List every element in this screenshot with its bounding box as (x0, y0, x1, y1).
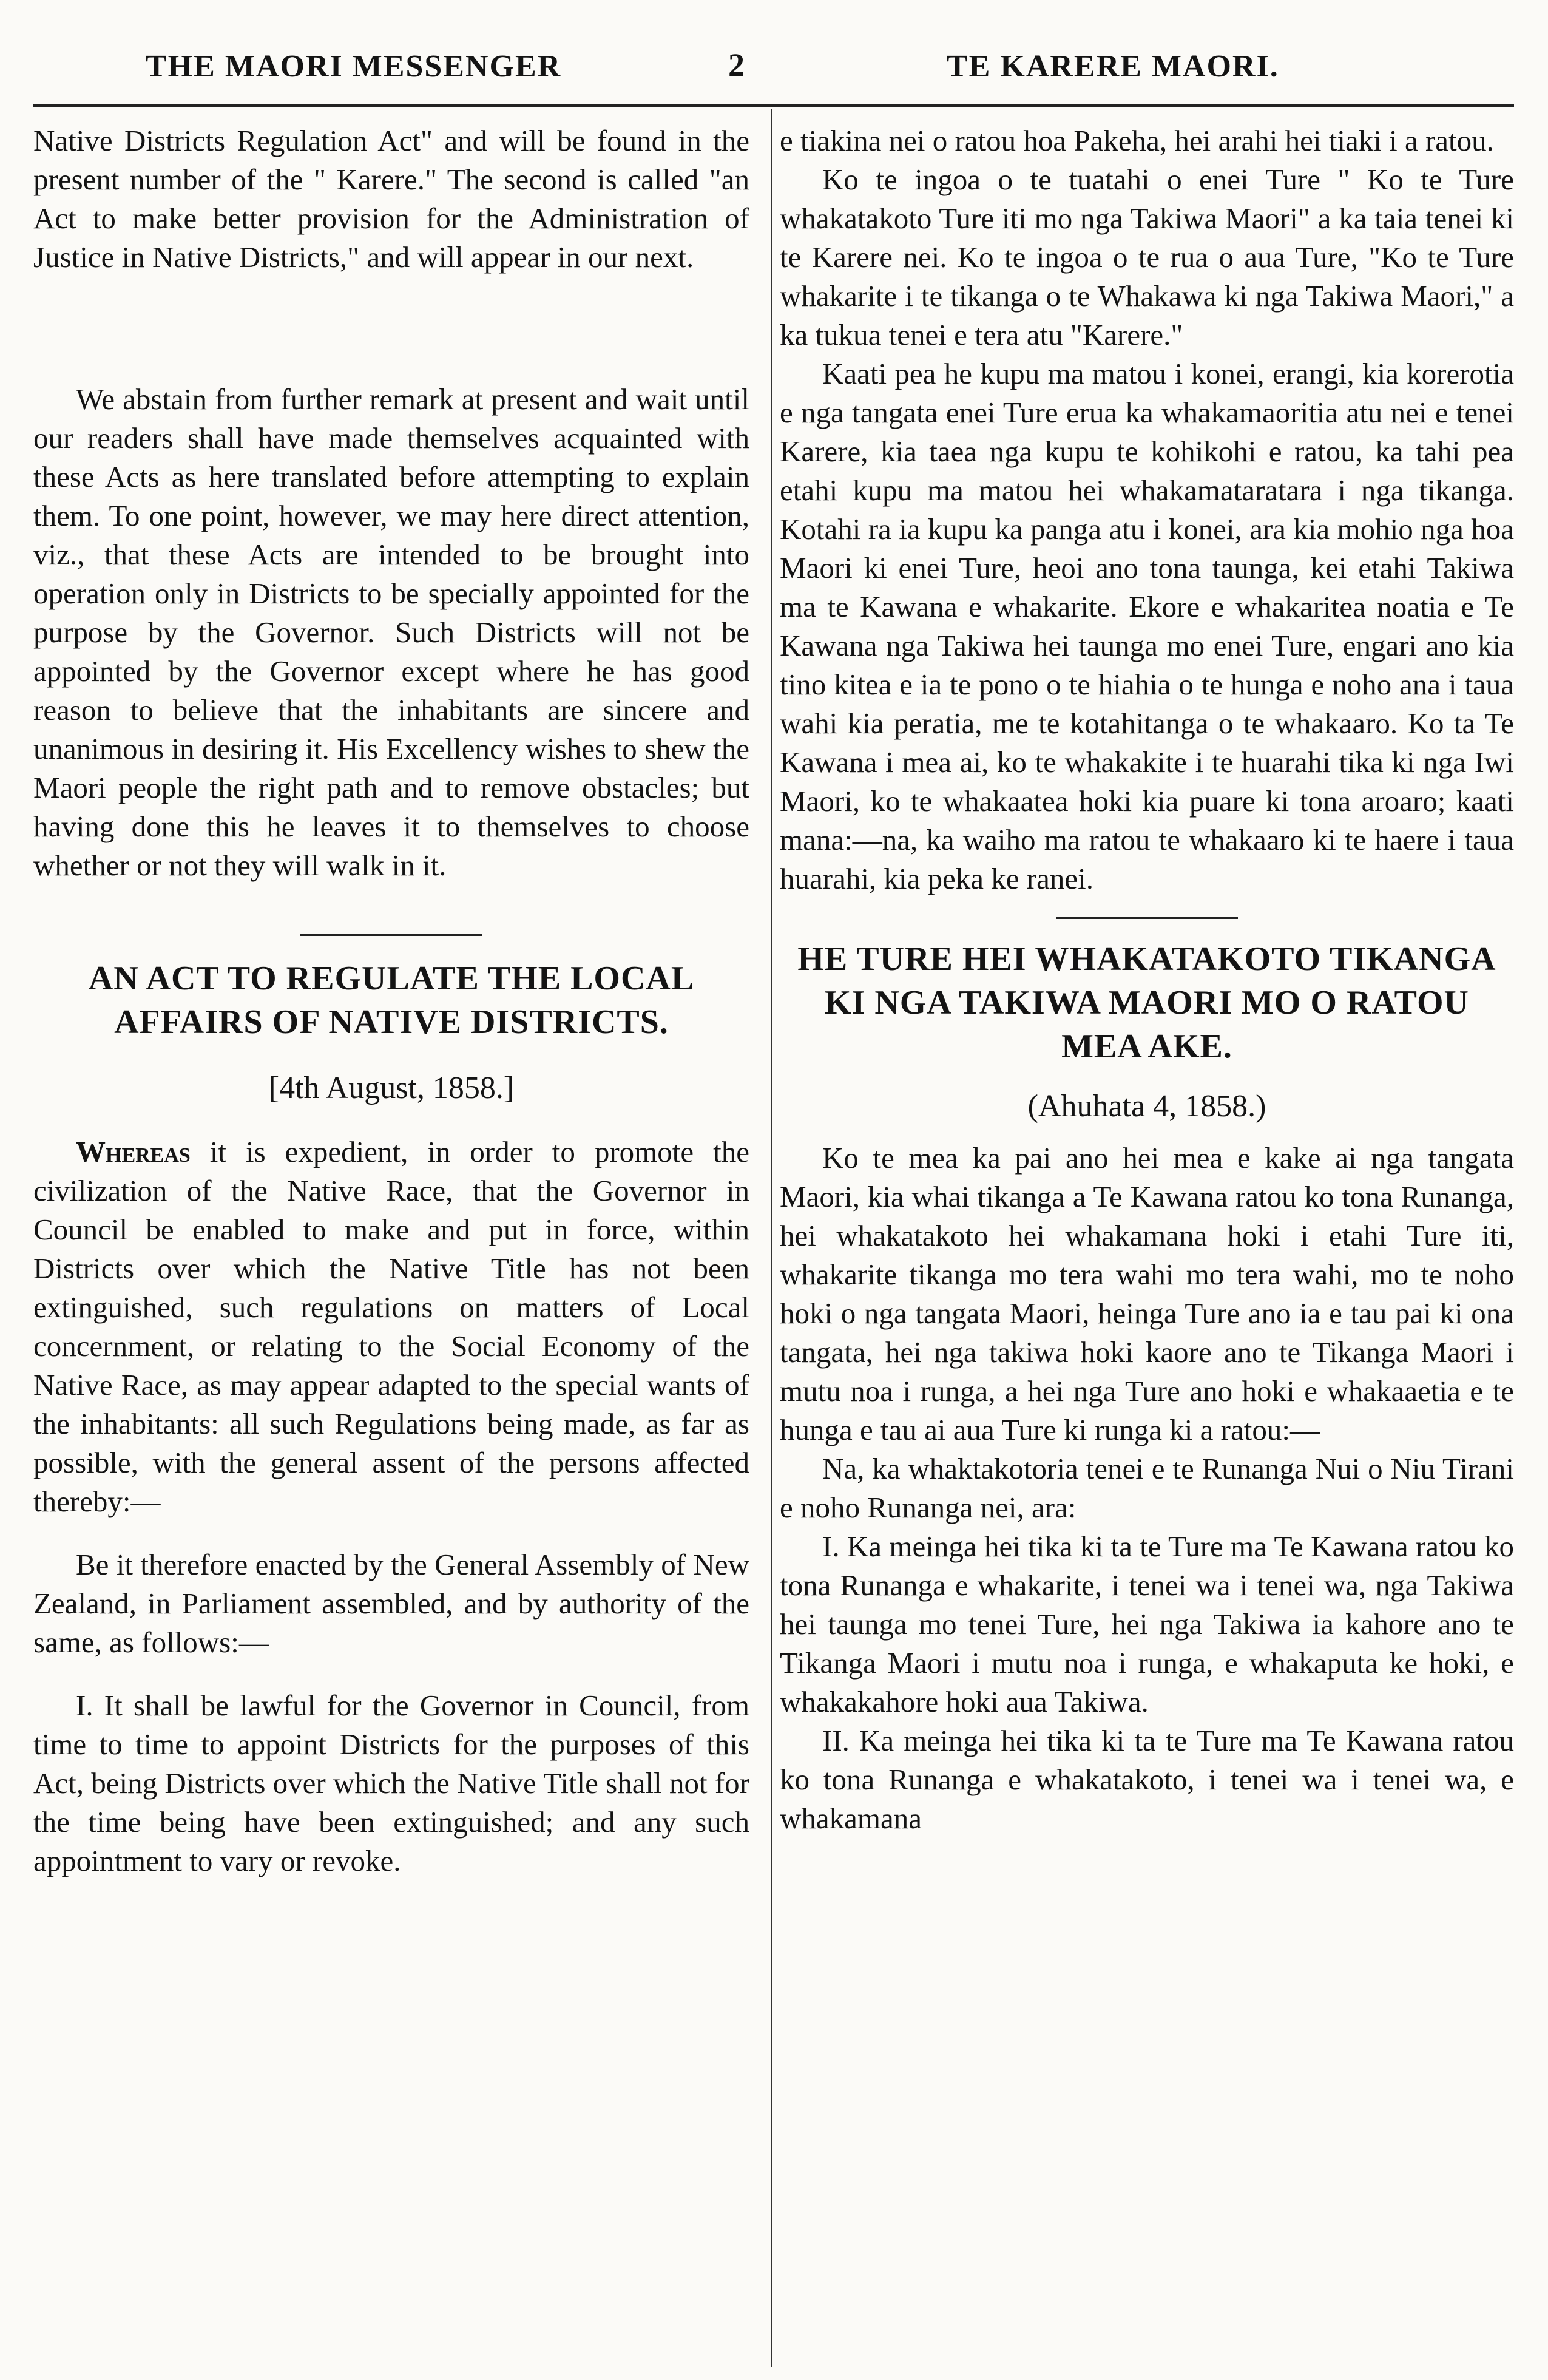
page-number: 2 (728, 47, 745, 83)
page-header (0, 35, 1548, 96)
section-2-maori: II. Ka meinga hei tika ki ta te Ture ma Te Kawana ratou ko tona Runanga e whakatakoto, i tenei wa i tenei wa, e whakamana (780, 1724, 1514, 1835)
maori-preamble: Ko te mea ka pai ano hei mea e kake ai nga tangata Maori, kia whai tikanga a Te Kawana ratou ko tona Runanga, hei whakatakoto hei whakamana hoki i etahi Ture iti, whakarite tikanga mo tera wahi mo tera wahi, mo te noho hoki o nga tangata Maori, heinga Ture ano ia e tau pai ki ona tangata, hei nga takiwa hoki kaore ano te Tikanga Maori i mutu noa i runga, a hei nga Ture ano hoki e whakaaetia e te hunga e tau ai aua Ture ki runga ki a ratou:— (780, 1141, 1514, 1446)
section-1-maori: I. Ka meinga hei tika ki ta te Ture ma Te Kawana ratou ko tona Runanga e whakarite, i tenei wa i tenei wa, nga Takiwa hei taunga mo tenei Ture, hei nga Takiwa ia kahore ano te Tikanga Maori i mutu noa i runga, e whakaputa ke hoki, e whakakahore hoki aua Takiwa. (780, 1530, 1514, 1718)
section-1-english: I. It shall be lawful for the Governor in Council, from time to time to appoint Districts for the purposes of this Act, being Districts over which the Native Title shall not for the time being have been extinguished; and any such appointment to vary or revoke. (33, 1689, 749, 1877)
act-date-english: [4th August, 1858.] (268, 1071, 515, 1105)
maori-paragraph-2: Ko te ingoa o te tuatahi o enei Ture " Ko te Ture whakatakoto Ture iti mo nga Takiwa Maori" a ka taia tenei ki te Karere nei. Ko te ingoa o te rua o aua Ture, "Ko te Ture whakarite i te tikanga o te Whakawa ki nga Takiwa Maori," a ka tukua tenei e tera atu "Karere." (780, 163, 1514, 351)
whereas-word: Whereas (76, 1135, 191, 1168)
preamble-text: it is expedient, in order to promote the civilization of the Native Race, that the Governor in Council be enabled to make and put in force, within Districts over which the Native Title has not been extinguished, such regulations on matters of Local concernment, or relating to the Social Economy of the Native Race, as may appear adapted to the special wants of the inhabitants: all such Regulations being made, as far as possible, with the general assent of the persons affected thereby:— (33, 1135, 749, 1518)
english-paragraph-1: Native Districts Regulation Act" and will be found in the present number of the " Karere." The second is called "an Act to make better provision for the Administration of Justice in Native Districts," and will appear in our next. (33, 124, 749, 274)
masthead-maori: TE KARERE MAORI. (947, 49, 1279, 84)
act-date-maori: (Ahuhata 4, 1858.) (1027, 1089, 1266, 1124)
enacting-clause: Be it therefore enacted by the General Assembly of New Zealand, in Parliament assembled, and by authority of the same, as follows:— (33, 1548, 749, 1659)
maori-column (780, 121, 1514, 1838)
english-column (33, 121, 749, 1880)
act-heading-english: AN ACT TO REGULATE THE LOCAL AFFAIRS OF NATIVE DISTRICTS. (88, 960, 695, 1041)
maori-paragraph-1: e tiakina nei o ratou hoa Pakeha, hei arahi hei tiaki i a ratou. (780, 124, 1494, 157)
maori-paragraph-3: Kaati pea he kupu ma matou i konei, erangi, kia korerotia e nga tangata enei Ture erua ka whakamaoritia atu nei e tenei Karere, kia taea nga kupu te kohikohi e ratou, ka tahi pea etahi kupu ma matou hei whakamataratara i nga tikanga. Kotahi ra ia kupu ka panga atu i konei, ara kia mohio nga hoa Maori ki enei Ture, heoi ano tona taunga, kei etahi Takiwa ma te Kawana e whakarite. Ekore e whakaritea noatia e Te Kawana nga Takiwa hei taunga mo enei Ture, engari ano kia tino kitea e ia te pono o te hiahia o te hunga e noho ana i taua wahi kia peratia, me te kotahitanga o te whakaaro. Ko ta Te Kawana i mea ai, ko te whakakite i te huarahi tika ki nga Iwi Maori, ko te whakaatea hoki kia puare ki tona aroaro; kaati mana:—na, ka waiho ma ratou te whakaaro ki te haere i taua huarahi, kia peka ke ranei. (780, 357, 1514, 895)
column-divider (771, 109, 772, 2367)
act-heading-maori: HE TURE HEI WHAKATAKOTO TIKANGA KI NGA TAKIWA MAORI MO O RATOU MEA AKE. (797, 940, 1496, 1065)
masthead-english: THE MAORI MESSENGER (146, 49, 562, 84)
preamble-paragraph (33, 1133, 749, 1521)
maori-enacting-clause: Na, ka whaktakotoria tenei e te Runanga Nui o Niu Tirani e noho Runanga nei, ara: (780, 1452, 1514, 1524)
header-rule (33, 104, 1514, 107)
english-paragraph-2: We abstain from further remark at present and wait until our readers shall have made themselves acquainted with these Acts as here translated before attempting to explain them. To one point, however, we may here direct attention, viz., that these Acts are intended to be brought into operation only in Districts to be specially appointed for the purpose by the Governor. Such Districts will not be appointed by the Governor except where he has good reason to believe that the inhabitants are sincere and unanimous in desiring it. His Excellency wishes to shew the Maori people the right path and to remove obstacles; but having done this he leaves it to themselves to choose whether or not they will walk in it. (33, 382, 749, 882)
